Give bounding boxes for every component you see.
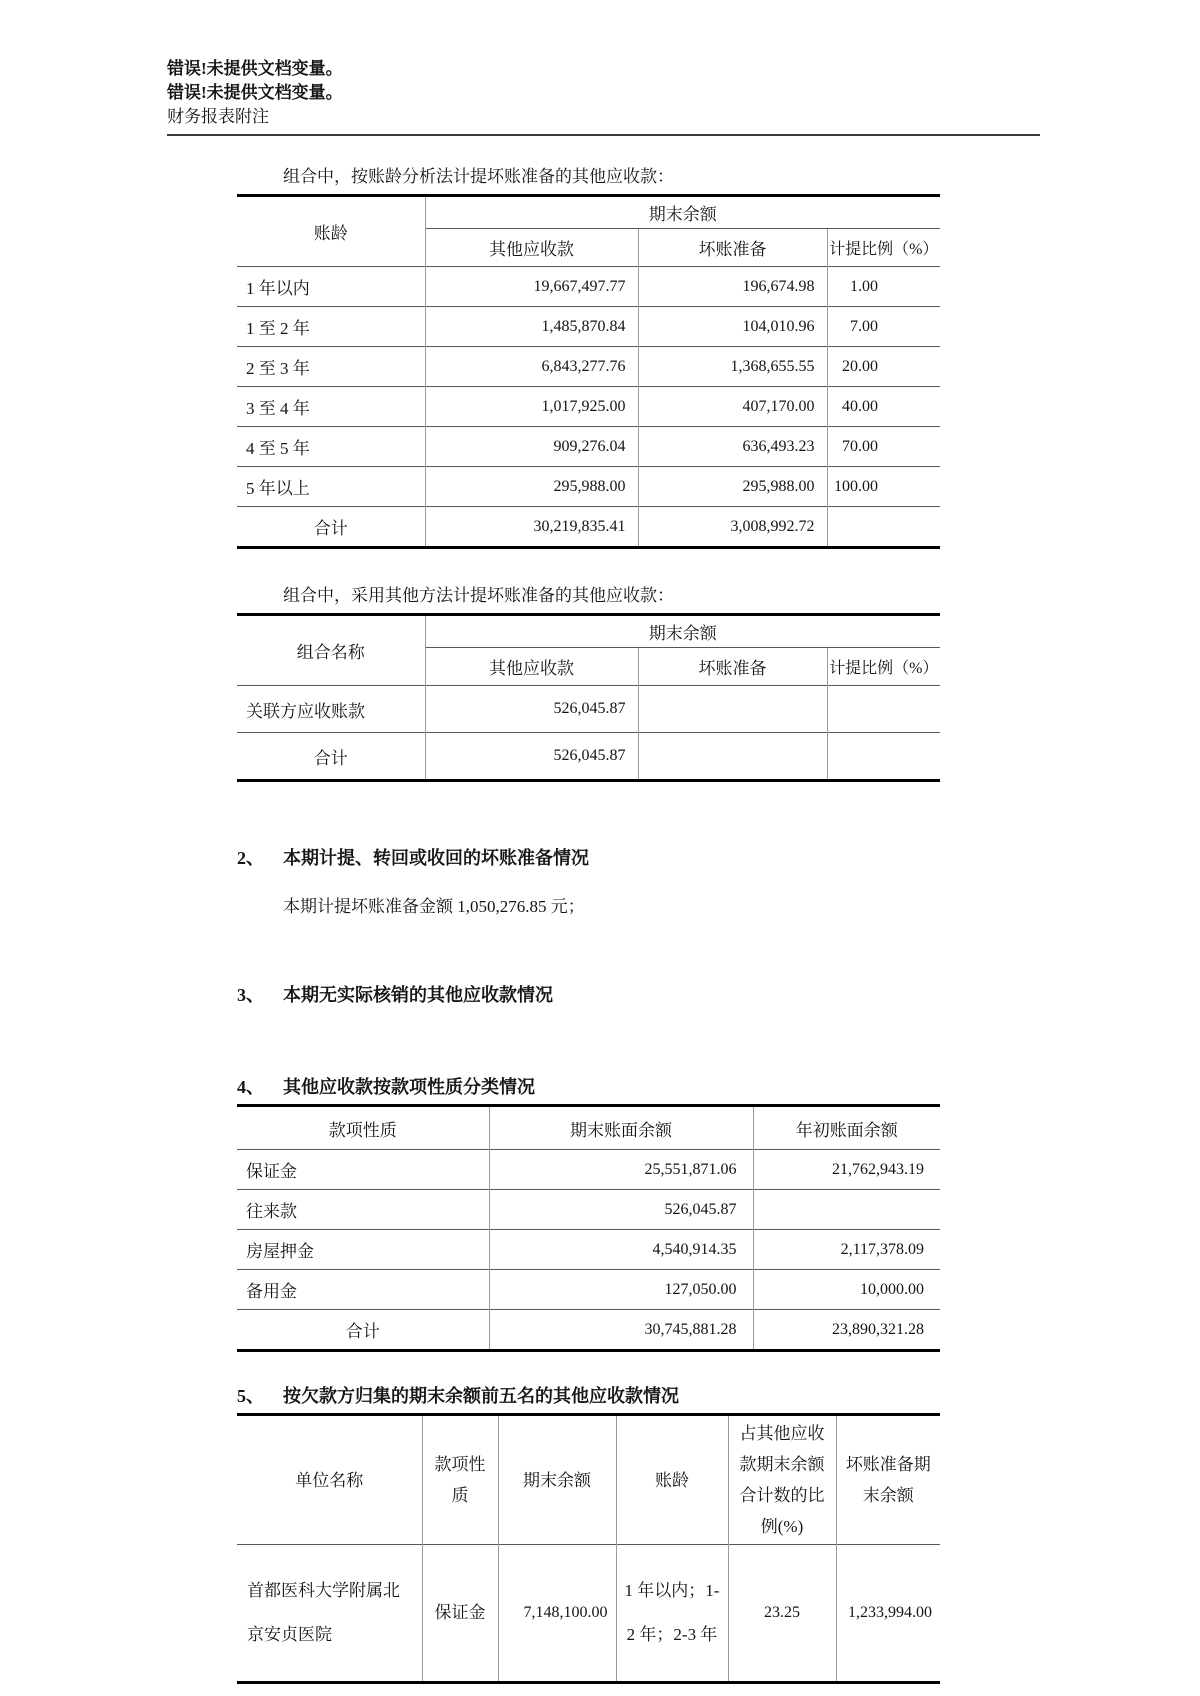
col-provision-ratio: 计提比例（%） <box>827 648 940 686</box>
top-five-debtors-table <box>237 1413 940 1684</box>
receivable-cell: 6,843,277.76 <box>425 347 638 387</box>
section-2-body: 本期计提坏账准备金额 1,050,276.85 元； <box>283 897 585 916</box>
total-label-cell: 合计 <box>237 733 425 781</box>
ratio-cell: 7.00 <box>827 307 940 347</box>
col-group-ending-balance: 期末余额 <box>425 196 940 229</box>
ending-cell: 127,050.00 <box>489 1270 753 1310</box>
portfolio-name-cell: 关联方应收账款 <box>237 686 425 733</box>
nature-cell: 保证金 <box>422 1545 498 1683</box>
col-ending-book-balance: 期末账面余额 <box>489 1106 753 1150</box>
section-5-heading <box>237 1382 940 1408</box>
col-beginning-book-balance: 年初账面余额 <box>753 1106 940 1150</box>
receivable-cell: 909,276.04 <box>425 427 638 467</box>
ratio-cell <box>827 686 940 733</box>
receivable-cell: 526,045.87 <box>425 686 638 733</box>
bad-debt-total-cell <box>638 733 827 781</box>
section-number: 4、 <box>237 1077 264 1097</box>
table-row <box>237 347 940 387</box>
col-aging: 账龄 <box>616 1415 728 1545</box>
header-error-line-2: 错误!未提供文档变量。 <box>167 83 343 102</box>
section-number: 2、 <box>237 848 264 868</box>
col-other-receivables: 其他应收款 <box>425 229 638 267</box>
nature-cell: 备用金 <box>237 1270 489 1310</box>
beginning-cell: 2,117,378.09 <box>753 1230 940 1270</box>
age-cell: 4 至 5 年 <box>237 427 425 467</box>
table-row <box>237 1150 940 1190</box>
col-entity-name: 单位名称 <box>295 1470 364 1490</box>
other-method-table-title: 组合中，采用其他方法计提坏账准备的其他应收款： <box>283 586 674 605</box>
receivable-total-cell: 526,045.87 <box>425 733 638 781</box>
section-title: 本期计提、转回或收回的坏账准备情况 <box>283 848 589 868</box>
col-bad-debt-provision: 坏账准备 <box>638 229 827 267</box>
table-header-row <box>237 196 940 229</box>
age-cell: 2 至 3 年 <box>237 347 425 387</box>
ending-cell: 4,540,914.35 <box>489 1230 753 1270</box>
table-row <box>237 427 940 467</box>
total-label-cell: 合计 <box>237 1310 489 1351</box>
balance-cell: 7,148,100.00 <box>498 1545 616 1683</box>
table-total-row <box>237 507 940 548</box>
proportion-cell: 23.25 <box>728 1545 836 1683</box>
table-row <box>237 1230 940 1270</box>
aging-cell: 1 年以内；1-2 年；2-3 年 <box>616 1545 728 1683</box>
age-cell: 3 至 4 年 <box>237 387 425 427</box>
bad-debt-cell: 636,493.23 <box>638 427 827 467</box>
table-row <box>237 1270 940 1310</box>
table-row <box>237 1545 940 1683</box>
col-nature: 款项性质 <box>422 1415 498 1545</box>
section-3-heading <box>237 981 940 1007</box>
ratio-total-cell <box>827 507 940 548</box>
table-row <box>237 467 940 507</box>
document-header <box>167 57 1040 136</box>
table-header-row <box>237 1106 940 1150</box>
table-row <box>237 267 940 307</box>
ratio-cell: 100.00 <box>827 467 940 507</box>
entity-name-cell: 首都医科大学附属北京安贞医院 <box>237 1545 422 1683</box>
section-number: 5、 <box>237 1386 264 1406</box>
beginning-cell: 21,762,943.19 <box>753 1150 940 1190</box>
bad-debt-cell: 407,170.00 <box>638 387 827 427</box>
col-bad-debt-provision: 坏账准备 <box>638 648 827 686</box>
nature-classification-table <box>237 1104 940 1352</box>
bad-debt-total-cell: 3,008,992.72 <box>638 507 827 548</box>
col-bad-debt-ending: 坏账准备期末余额 <box>836 1415 940 1545</box>
bad-debt-cell: 104,010.96 <box>638 307 827 347</box>
bad-debt-cell: 1,233,994.00 <box>836 1545 940 1683</box>
age-cell: 1 至 2 年 <box>237 307 425 347</box>
nature-cell: 往来款 <box>237 1190 489 1230</box>
bad-debt-cell: 1,368,655.55 <box>638 347 827 387</box>
ratio-total-cell <box>827 733 940 781</box>
receivable-cell: 1,485,870.84 <box>425 307 638 347</box>
bad-debt-cell <box>638 686 827 733</box>
total-label-cell: 合计 <box>237 507 425 548</box>
receivable-total-cell: 30,219,835.41 <box>425 507 638 548</box>
ending-cell: 526,045.87 <box>489 1190 753 1230</box>
age-cell: 5 年以上 <box>237 467 425 507</box>
nature-cell: 保证金 <box>237 1150 489 1190</box>
bad-debt-cell: 295,988.00 <box>638 467 827 507</box>
col-provision-ratio: 计提比例（%） <box>827 229 940 267</box>
table-row <box>237 387 940 427</box>
receivable-cell: 19,667,497.77 <box>425 267 638 307</box>
receivable-cell: 295,988.00 <box>425 467 638 507</box>
col-proportion: 占其他应收款期末余额合计数的比例(%) <box>728 1415 836 1545</box>
col-ending-balance: 期末余额 <box>498 1415 616 1545</box>
beginning-cell <box>753 1190 940 1230</box>
header-doc-note: 财务报表附注 <box>167 107 269 126</box>
table-row <box>237 686 940 733</box>
ending-total-cell: 30,745,881.28 <box>489 1310 753 1351</box>
section-title: 其他应收款按款项性质分类情况 <box>283 1077 535 1097</box>
col-nature: 款项性质 <box>328 1120 397 1140</box>
beginning-cell: 10,000.00 <box>753 1270 940 1310</box>
table-total-row <box>237 733 940 781</box>
aging-analysis-table <box>237 194 940 549</box>
col-group-ending-balance: 期末余额 <box>425 615 940 648</box>
document-content <box>237 162 940 1684</box>
section-4-heading <box>237 1073 940 1099</box>
other-method-table <box>237 613 940 782</box>
table-row <box>237 1190 940 1230</box>
section-title: 按欠款方归集的期末余额前五名的其他应收款情况 <box>283 1386 679 1406</box>
nature-cell: 房屋押金 <box>237 1230 489 1270</box>
aging-table-title: 组合中，按账龄分析法计提坏账准备的其他应收款： <box>283 167 674 186</box>
receivable-cell: 1,017,925.00 <box>425 387 638 427</box>
section-title: 本期无实际核销的其他应收款情况 <box>283 985 553 1005</box>
table-total-row <box>237 1310 940 1351</box>
ratio-cell: 70.00 <box>827 427 940 467</box>
beginning-total-cell: 23,890,321.28 <box>753 1310 940 1351</box>
table-header-row <box>237 1415 940 1545</box>
col-portfolio-name: 组合名称 <box>296 643 365 662</box>
section-number: 3、 <box>237 985 264 1005</box>
table-row <box>237 307 940 347</box>
header-error-line-1: 错误!未提供文档变量。 <box>167 59 343 78</box>
ratio-cell: 1.00 <box>827 267 940 307</box>
bad-debt-cell: 196,674.98 <box>638 267 827 307</box>
ratio-cell: 40.00 <box>827 387 940 427</box>
ending-cell: 25,551,871.06 <box>489 1150 753 1190</box>
ratio-cell: 20.00 <box>827 347 940 387</box>
age-cell: 1 年以内 <box>237 267 425 307</box>
col-age: 账龄 <box>313 224 348 243</box>
table-header-row <box>237 615 940 648</box>
section-2-heading <box>237 844 940 870</box>
col-other-receivables: 其他应收款 <box>425 648 638 686</box>
